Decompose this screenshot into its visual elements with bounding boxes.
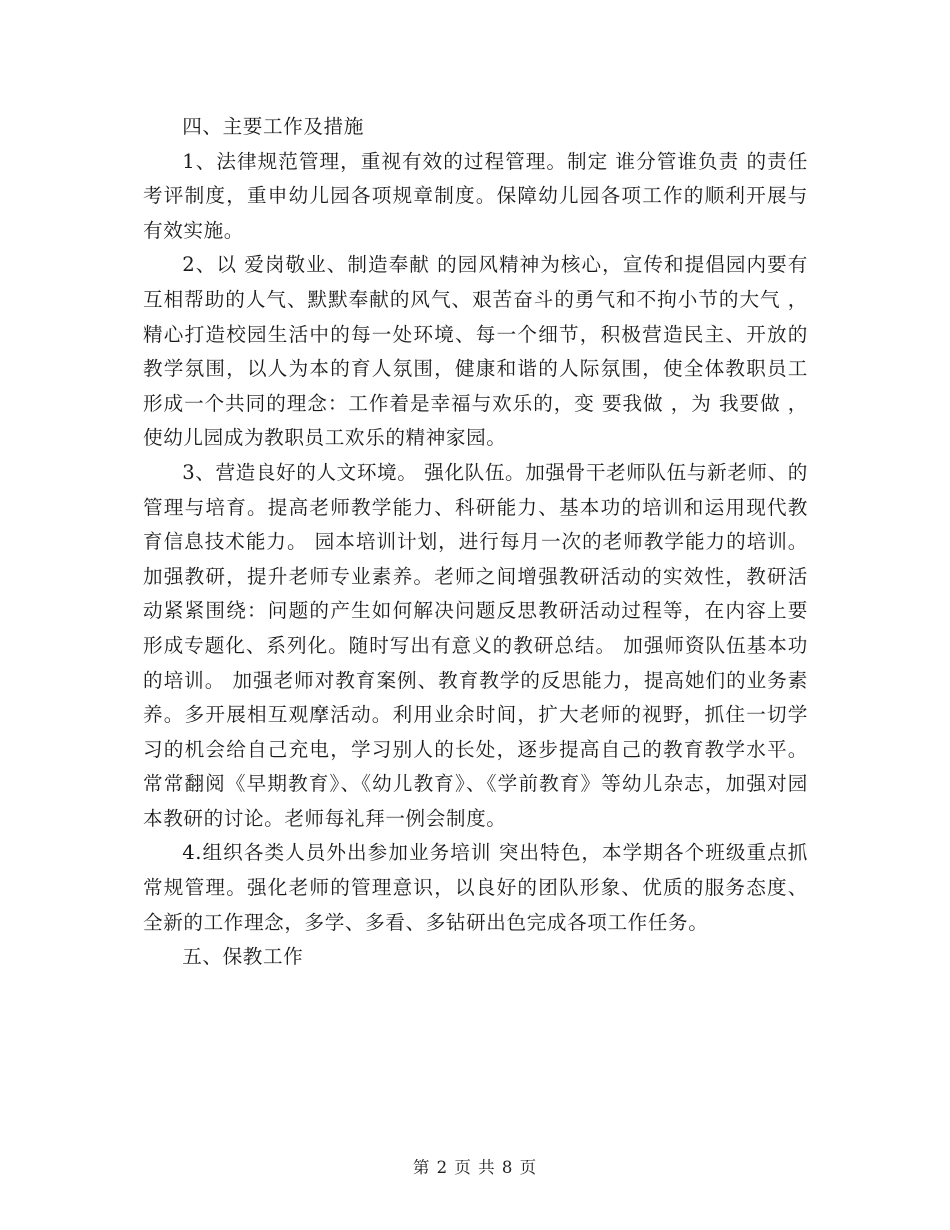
- page-number-footer: 第 2 页 共 8 页: [412, 1158, 538, 1177]
- paragraph-item-1: 1、法律规范管理，重视有效的过程管理。制定 谁分管谁负责 的责任考评制度，重申幼儿园各项规章制度。保障幼儿园各项工作的顺利开展与有效实施。: [143, 149, 808, 242]
- section-heading-main-work: 四、主要工作及措施: [182, 115, 364, 138]
- document-body: [143, 110, 808, 975]
- paragraph-item-2: 2、以 爱岗敬业、制造奉献 的园风精神为核心，宣传和提倡园内要有 互相帮助的人气、默默奉献的风气、艰苦奋斗的勇气和不拘小节的大气 ，精心打造校园生活中的每一处环境、每一个细节，积极营造民主、开放的教学氛围，以人为本的育人氛围，健康和谐的人际氛围，使全体教职员工形成一个共同的理念：工作着是幸福与欢乐的，变 要我做 ，为 我要做 ，使幼儿园成为教职员工欢乐的精神家园。: [143, 253, 808, 450]
- paragraph-item-3: 3、营造良好的人文环境。 强化队伍。加强骨干老师队伍与新老师、的管理与培育。提高老师教学能力、科研能力、基本功的培训和运用现代教育信息技术能力。 园本培训计划，进行每月一次的老师教学能力的培训。 加强教研，提升老师专业素养。老师之间增强教研活动的实效性，教研活动紧紧围绕：问题的产生如何解决问题反思教研活动过程等，在内容上要形成专题化、系列化。随时写出有意义的教研总结。 加强师资队伍基本功的培训。 加强老师对教育案例、教育教学的反思能力，提高她们的业务素养。多开展相互观摩活动。利用业余时间，扩大老师的视野，抓住一切学习的机会给自己充电，学习别人的长处，逐步提高自己的教育教学水平。常常翻阅《早期教育》、《幼儿教育》、《学前教育》等幼儿杂志，加强对园本教研的讨论。老师每礼拜一例会制度。: [143, 460, 808, 830]
- section-heading-care-education: 五、保教工作: [182, 945, 304, 969]
- paragraph-item-4: 4.组织各类人员外出参加业务培训 突出特色，本学期各个班级重点抓常规管理。强化老师的管理意识，以良好的团队形象、优质的服务态度、全新的工作理念，多学、多看、多钻研出色完成各项工作任务。: [143, 841, 808, 934]
